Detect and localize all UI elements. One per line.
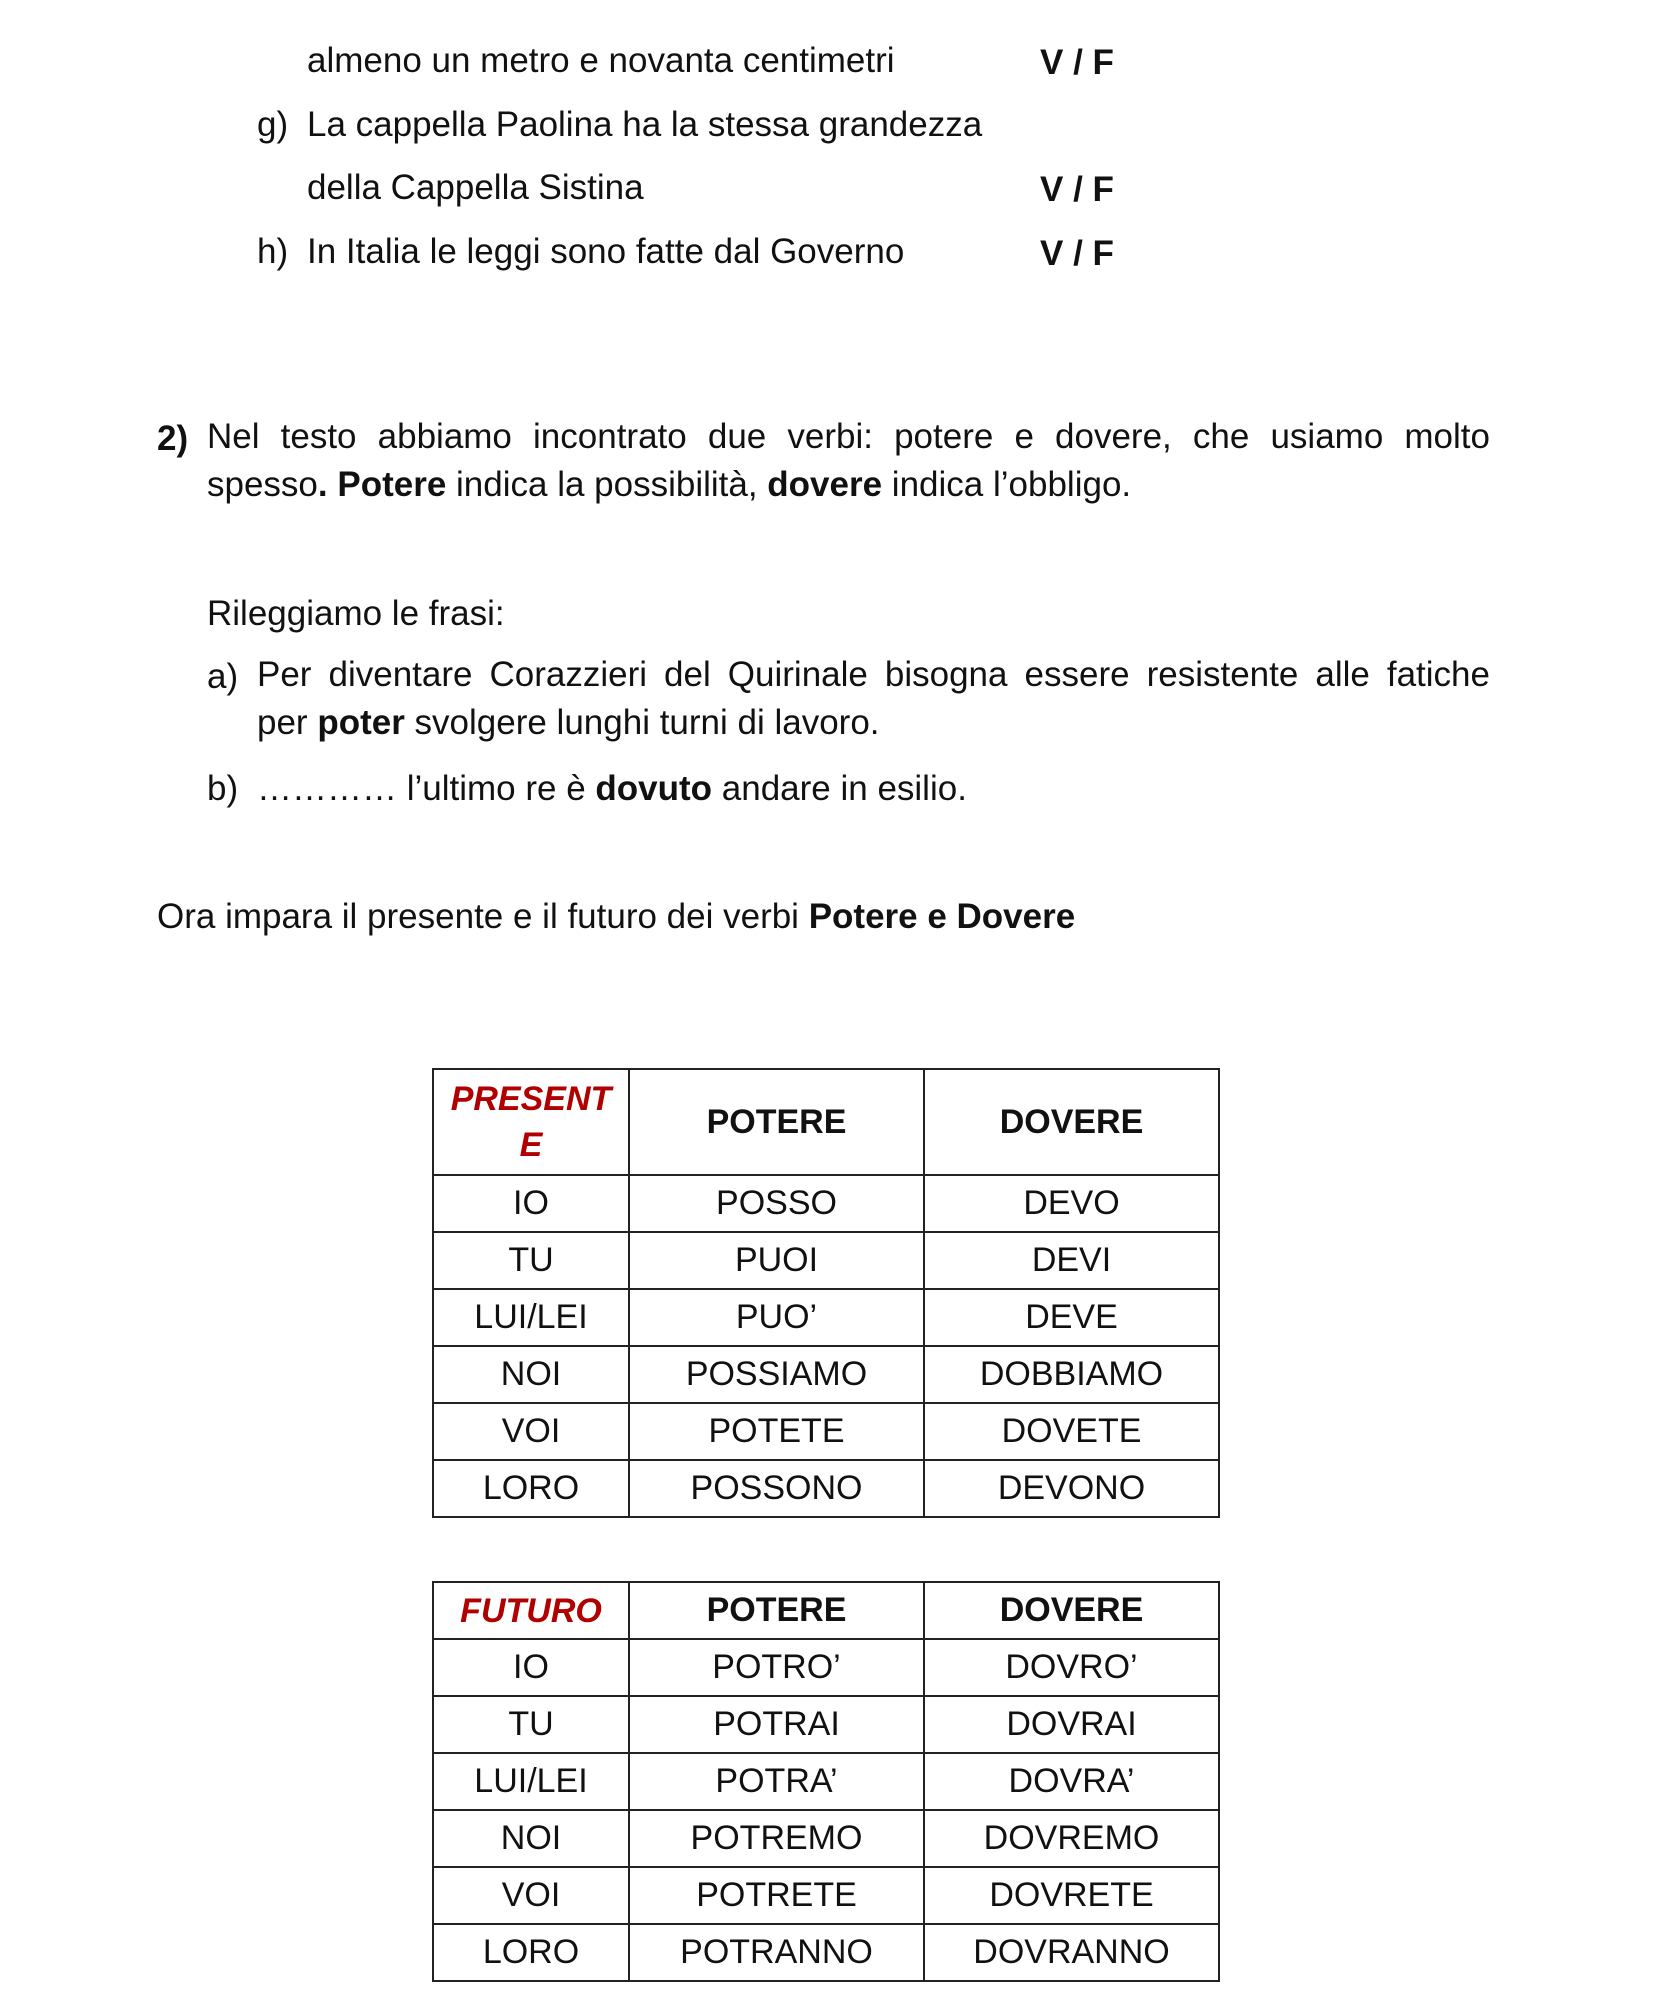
potere-cell: POTRANNO — [629, 1924, 924, 1981]
tf-label-g: g) — [257, 105, 289, 144]
table-row — [433, 1232, 1219, 1289]
pronoun-cell: LORO — [433, 1924, 629, 1981]
potere-cell: POSSIAMO — [629, 1346, 924, 1403]
table-row — [433, 1403, 1219, 1460]
present-tense-line1: PRESENT — [450, 1080, 612, 1118]
item-b-label: b) — [207, 769, 239, 808]
table-row — [433, 1346, 1219, 1403]
tf-statement-g-line1: La cappella Paolina ha la stessa grandezza — [307, 105, 983, 144]
table-row — [433, 1810, 1219, 1867]
potere-cell: POTRETE — [629, 1867, 924, 1924]
dovere-cell: DOVETE — [924, 1403, 1219, 1460]
pronoun-cell: LUI/LEI — [433, 1753, 629, 1810]
tf-label-h: h) — [257, 232, 289, 271]
potere-cell: POTRO’ — [629, 1639, 924, 1696]
pronoun-cell: TU — [433, 1696, 629, 1753]
pronoun-cell: LORO — [433, 1460, 629, 1517]
table-row — [433, 1460, 1219, 1517]
item-b-post: andare in esilio. — [712, 769, 967, 808]
future-table — [432, 1581, 1220, 1982]
exercise-intro — [207, 413, 1490, 509]
tf-answer-g: V / F — [1040, 170, 1114, 209]
dovere-cell: DOVRANNO — [924, 1924, 1219, 1981]
item-a-line1: Per diventare Corazzieri del Quirinale bisogna essere resistente alle fatiche — [257, 655, 1490, 694]
present-tense-header — [433, 1069, 629, 1175]
tf-answer-f: V / F — [1040, 43, 1114, 82]
present-tense-line2: E — [519, 1126, 543, 1164]
dovere-cell: DEVE — [924, 1289, 1219, 1346]
future-col-dovere: DOVERE — [924, 1582, 1219, 1639]
potere-cell: POTRA’ — [629, 1753, 924, 1810]
table-row — [433, 1696, 1219, 1753]
intro-text: spesso — [207, 465, 318, 504]
future-col-potere: POTERE — [629, 1582, 924, 1639]
instruction-bold: Potere e Dovere — [808, 897, 1076, 936]
pronoun-cell: VOI — [433, 1867, 629, 1924]
future-tense-header: FUTURO — [433, 1582, 629, 1639]
potere-cell: POTREMO — [629, 1810, 924, 1867]
present-col-dovere: DOVERE — [924, 1069, 1219, 1175]
dovere-cell: DOBBIAMO — [924, 1346, 1219, 1403]
pronoun-cell: TU — [433, 1232, 629, 1289]
dovere-cell: DOVRETE — [924, 1867, 1219, 1924]
potere-cell: POSSO — [629, 1175, 924, 1232]
potere-cell: POTETE — [629, 1403, 924, 1460]
instruction — [157, 899, 1075, 934]
item-a-text — [257, 651, 1490, 747]
item-a-label: a) — [207, 657, 239, 696]
item-b-text — [257, 771, 967, 806]
tf-statement-h: In Italia le leggi sono fatte dal Governo — [307, 232, 905, 271]
table-row — [433, 1175, 1219, 1232]
pronoun-cell: NOI — [433, 1810, 629, 1867]
item-a-pre: per — [257, 703, 318, 742]
potere-cell: POTRAI — [629, 1696, 924, 1753]
tf-answer-h: V / F — [1040, 234, 1114, 273]
dovere-cell: DEVO — [924, 1175, 1219, 1232]
tf-statement-g-line2: della Cappella Sistina — [307, 168, 644, 207]
item-b-pre: ………… l’ultimo re è — [257, 769, 596, 808]
item-a-post: svolgere lunghi turni di lavoro. — [404, 703, 880, 742]
exercise-number: 2) — [157, 419, 189, 458]
intro-text-2: indica la possibilità, — [446, 465, 768, 504]
intro-dot: . — [317, 465, 328, 504]
exercise-intro-line1: Nel testo abbiamo incontrato due verbi: potere e dovere, che usiamo molto — [207, 417, 1490, 456]
potere-cell: PUOI — [629, 1232, 924, 1289]
item-a-line2 — [257, 703, 880, 742]
potere-cell: PUO’ — [629, 1289, 924, 1346]
pronoun-cell: IO — [433, 1639, 629, 1696]
pronoun-cell: IO — [433, 1175, 629, 1232]
present-header-row — [433, 1069, 1219, 1175]
future-header-row — [433, 1582, 1219, 1639]
reread-label: Rileggiamo le frasi: — [207, 594, 505, 633]
intro-bold-dovere: dovere — [767, 465, 883, 504]
pronoun-cell: VOI — [433, 1403, 629, 1460]
present-table — [432, 1068, 1220, 1518]
pronoun-cell: LUI/LEI — [433, 1289, 629, 1346]
tf-statement-f-continued: almeno un metro e novanta centimetri — [307, 41, 895, 80]
item-a-bold: poter — [317, 703, 405, 742]
present-col-potere: POTERE — [629, 1069, 924, 1175]
item-b-bold: dovuto — [595, 769, 713, 808]
dovere-cell: DOVRAI — [924, 1696, 1219, 1753]
potere-cell: POSSONO — [629, 1460, 924, 1517]
dovere-cell: DOVREMO — [924, 1810, 1219, 1867]
intro-text-3: indica l’obbligo. — [882, 465, 1132, 504]
dovere-cell: DOVRA’ — [924, 1753, 1219, 1810]
dovere-cell: DOVRO’ — [924, 1639, 1219, 1696]
exercise-intro-line2 — [207, 465, 1131, 504]
dovere-cell: DEVONO — [924, 1460, 1219, 1517]
table-row — [433, 1867, 1219, 1924]
table-row — [433, 1924, 1219, 1981]
instruction-text: Ora impara il presente e il futuro dei verbi — [157, 897, 809, 936]
intro-bold-potere: Potere — [327, 465, 447, 504]
table-row — [433, 1289, 1219, 1346]
dovere-cell: DEVI — [924, 1232, 1219, 1289]
table-row — [433, 1639, 1219, 1696]
pronoun-cell: NOI — [433, 1346, 629, 1403]
table-row — [433, 1753, 1219, 1810]
